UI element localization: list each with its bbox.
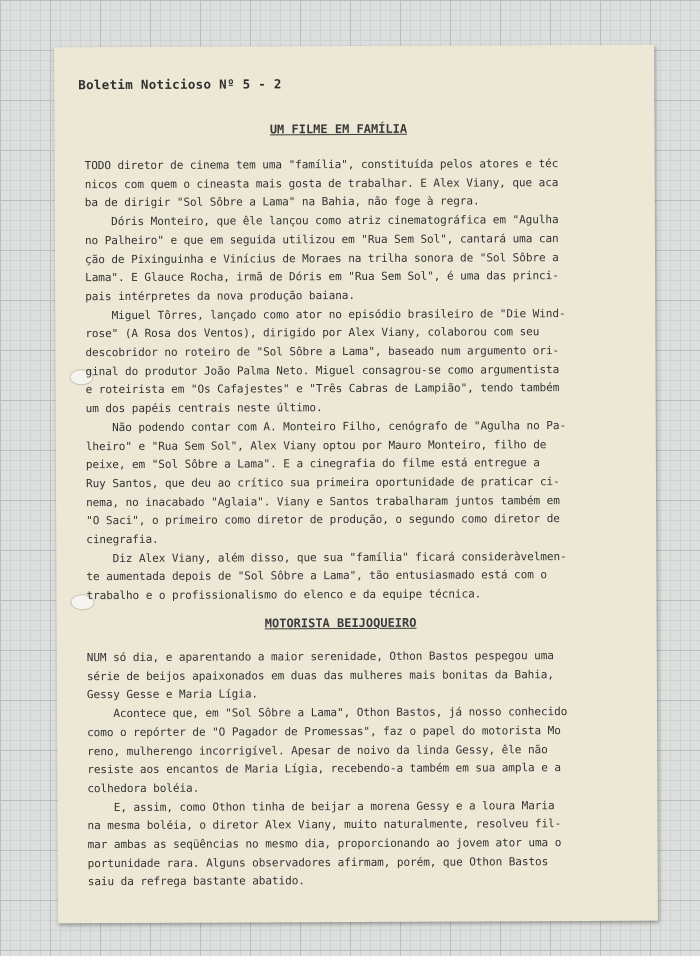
text-line: nicos com quem o cineasta mais gosta de trabalhar. E Alex Viany, que aca (84, 175, 559, 191)
section-body-um-filme-em-familia (85, 155, 647, 606)
text-line: colhedora boléia. (87, 781, 200, 796)
text-line: Diz Alex Viany, além disso, que sua "família" ficará consideràvelmen- (86, 549, 567, 565)
text-line: ba de dirigir "Sol Sôbre a Lama" na Bahia, não foge à regra. (84, 194, 480, 210)
text-line: Miguel Tôrres, lançado como ator no episódio brasileiro de "Die Wind- (85, 306, 566, 322)
text-line: pais intérpretes da nova produção baiana. (85, 288, 355, 304)
text-line: como o repórter de "O Pagador de Promessas", faz o papel do motorista Mo (87, 723, 561, 739)
text-line: Gessy Gesse e Maria Lígia. (86, 687, 259, 702)
text-line: peixe, em "Sol Sôbre a Lama". E a cinegrafia do filme está entregue a (85, 456, 540, 472)
section-title-motorista-beijoqueiro: MOTORISTA BEIJOQUEIRO (264, 615, 417, 631)
text-line: no Palheiro" e que em seguida utilizou em "Rua Sem Sol", cantará uma can (84, 231, 559, 247)
text-line: e roteirista em "Os Cafajestes" e "Três Cabras de Lampião", tendo também (85, 381, 560, 397)
text-line: E, assim, como Othon tinha de beijar a morena Gessy e a loura Maria (87, 798, 555, 814)
text-line: NUM só dia, e aparentando a maior serenidade, Othon Bastos pespegou uma (86, 649, 554, 665)
text-line: rose" (A Rosa dos Ventos), dirigido por Alex Viany, colaborou com seu (85, 325, 540, 341)
section-body-motorista-beijoqueiro (87, 647, 648, 893)
text-line: descobridor no roteiro de "Sol Sôbre a Lama", baseado num argumento ori- (85, 344, 560, 360)
text-line: nema, no inacabado "Aglaia". Viany e Santos trabalharam juntos também em (86, 493, 560, 509)
text-line: lheiro" e "Rua Sem Sol", Alex Viany optou por Mauro Monteiro, filho de (85, 437, 547, 453)
text-line: ção de Pixinguinha e Vinícius de Moraes na trilha sonora de "Sol Sôbre a (84, 250, 559, 266)
text-line: ginal do produtor João Palma Neto. Miguel consagrou-se como argumentista (85, 362, 560, 378)
text-line: resiste aos encantos de Maria Lígia, recebendo-a também em sua ampla e a (87, 761, 561, 777)
text-line: Acontece que, em "Sol Sôbre a Lama", Othon Bastos, já nosso conhecido (86, 705, 568, 721)
text-line: cinegrafia. (86, 532, 159, 547)
text-line: mar ambas as seqüências no mesmo dia, proporcionando ao jovem ator uma o (87, 836, 562, 852)
text-line: TODO diretor de cinema tem uma "família", constituída pelos atores e téc (84, 157, 559, 173)
document-page (54, 45, 658, 924)
text-line: trabalho e o profissionalismo do elenco e da equipe técnica. (86, 587, 482, 603)
text-line: um dos papéis centrais neste último. (85, 401, 323, 416)
text-line: Dóris Monteiro, que êle lançou como atriz cinematográfica em "Agulha (84, 213, 559, 229)
text-line: Lama". E Glauce Rocha, irmã de Dóris em "Rua Sem Sol", é uma das princi- (85, 269, 559, 285)
text-line: reno, mulherengo incorrigível. Apesar de noivo da linda Gessy, êle não (87, 742, 548, 758)
text-line: série de beijos apaixonados em duas das mulheres mais bonitas da Bahia, (86, 667, 554, 683)
text-line: "O Saci", o primeiro como diretor de produção, o segundo como diretor de (86, 512, 560, 528)
text-line: Ruy Santos, que deu ao crítico sua primeira oportunidade de praticar ci- (85, 475, 560, 491)
text-line: na mesma boléia, o diretor Alex Viany, muito naturalmente, resolveu fil- (87, 817, 562, 833)
text-line: saiu da refrega bastante abatido. (87, 874, 305, 889)
text-line: portunidade rara. Alguns observadores afirmam, porém, que Othon Bastos (87, 854, 549, 870)
bulletin-header: Boletim Noticioso Nº 5 - 2 (78, 76, 282, 93)
section-title-um-filme-em-familia: UM FILME EM FAMÍLIA (269, 121, 408, 137)
text-line: Não podendo contar com A. Monteiro Filho, cenógrafo de "Agulha no Pa- (85, 418, 567, 435)
text-line: te aumentada depois de "Sol Sôbre a Lama", tão entusiasmado está com o (86, 568, 547, 584)
